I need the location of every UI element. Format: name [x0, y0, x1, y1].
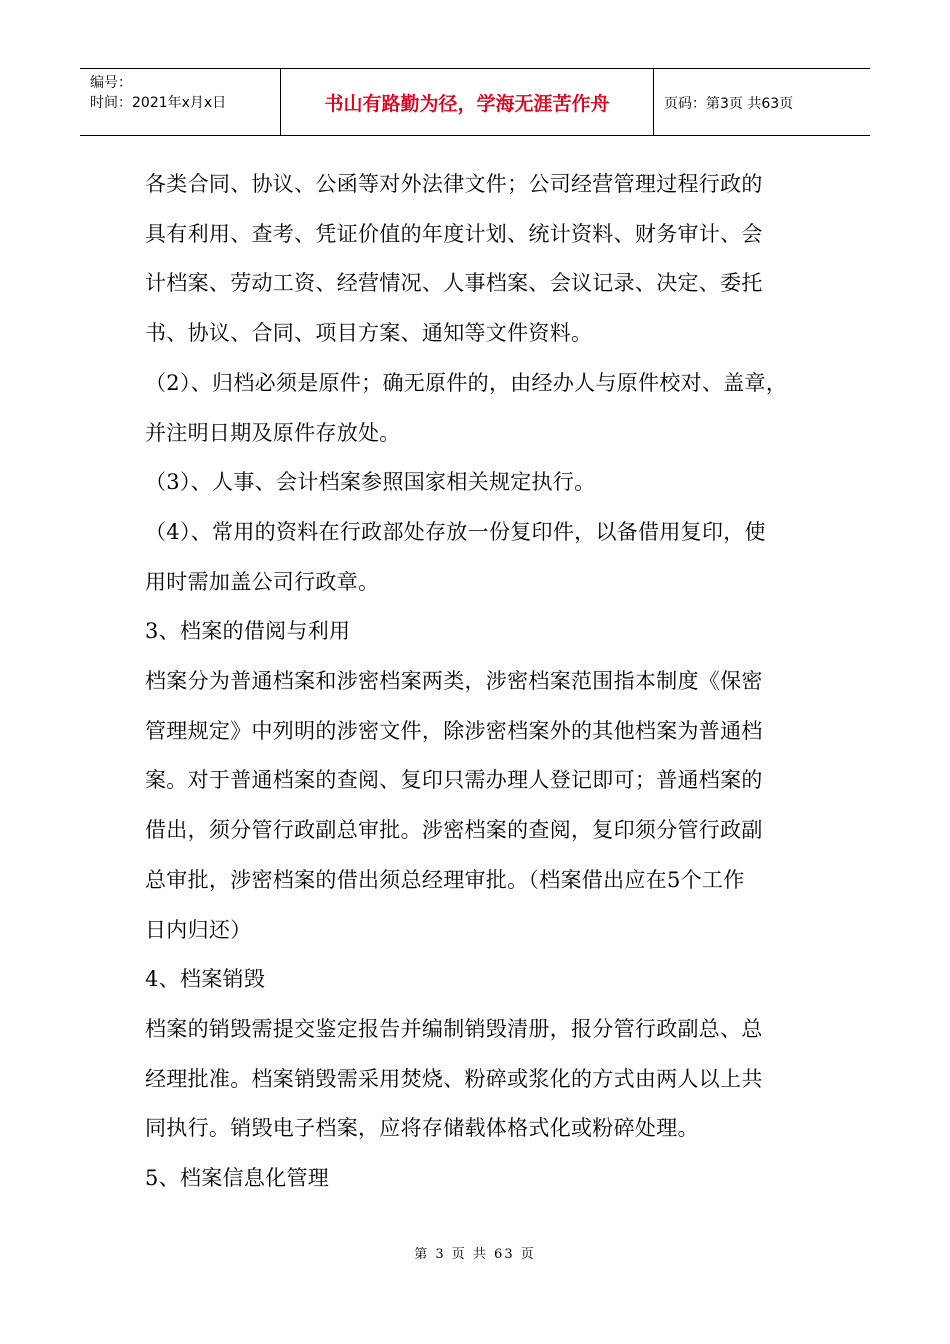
text-line: 书、协议、合同、项目方案、通知等文件资料。: [145, 321, 593, 346]
text-line: 具有利用、查考、凭证价值的年度计划、统计资料、财务审计、会: [145, 221, 763, 246]
section-heading: 5、档案信息化管理: [145, 1166, 330, 1191]
section-heading: 3、档案的借阅与利用: [145, 619, 351, 644]
text-line: 同执行。销毁电子档案，应将存储载体格式化或粉碎处理。: [145, 1116, 699, 1141]
header-divider: [653, 69, 654, 135]
text-line: （2）、归档必须是原件；确无原件的，由经办人与原件校对、盖章，: [145, 370, 788, 395]
text-line: 档案分为普通档案和涉密档案两类，涉密档案范围指本制度《保密: [145, 669, 763, 694]
text-line: 用时需加盖公司行政章。: [145, 569, 380, 594]
header-table: [80, 68, 870, 136]
text-line: 经理批准。档案销毁需采用焚烧、粉碎或浆化的方式由两人以上共: [145, 1066, 763, 1091]
text-line: 各类合同、协议、公函等对外法律文件；公司经营管理过程行政的: [145, 172, 763, 196]
text-line: （4）、常用的资料在行政部处存放一份复印件，以备借用复印，使: [145, 519, 766, 544]
text-line: 计档案、劳动工资、经营情况、人事档案、会议记录、决定、委托: [145, 271, 763, 296]
text-line: 案。对于普通档案的查阅、复印只需办理人登记即可；普通档案的: [145, 768, 763, 793]
date-label: 时间：2021年x月x日: [90, 95, 227, 111]
text-line: 并注明日期及原件存放处。: [145, 420, 401, 445]
page-info: 页码：第3页 共63页: [664, 95, 794, 112]
text-line: 借出，须分管行政副总审批。涉密档案的查阅，复印须分管行政副: [145, 818, 763, 843]
text-line: 管理规定》中列明的涉密文件，除涉密档案外的其他档案为普通档: [145, 718, 763, 743]
section-heading: 4、档案销毁: [145, 967, 266, 992]
header-left-cell: [90, 73, 226, 113]
page-footer: 第 3 页 共 63 页: [414, 1247, 536, 1262]
body-text: [145, 160, 825, 1204]
text-line: （3）、人事、会计档案参照国家相关规定执行。: [145, 470, 596, 495]
text-line: 档案的销毁需提交鉴定报告并编制销毁清册，报分管行政副总、总: [145, 1016, 763, 1041]
text-line: 总审批，涉密档案的借出须总经理审批。（档案借出应在5个工作: [145, 867, 745, 892]
text-line: 日内归还）: [145, 917, 252, 942]
motto: 书山有路勤为径，学海无涯苦作舟: [324, 93, 610, 115]
number-label: 编号：: [90, 75, 132, 91]
